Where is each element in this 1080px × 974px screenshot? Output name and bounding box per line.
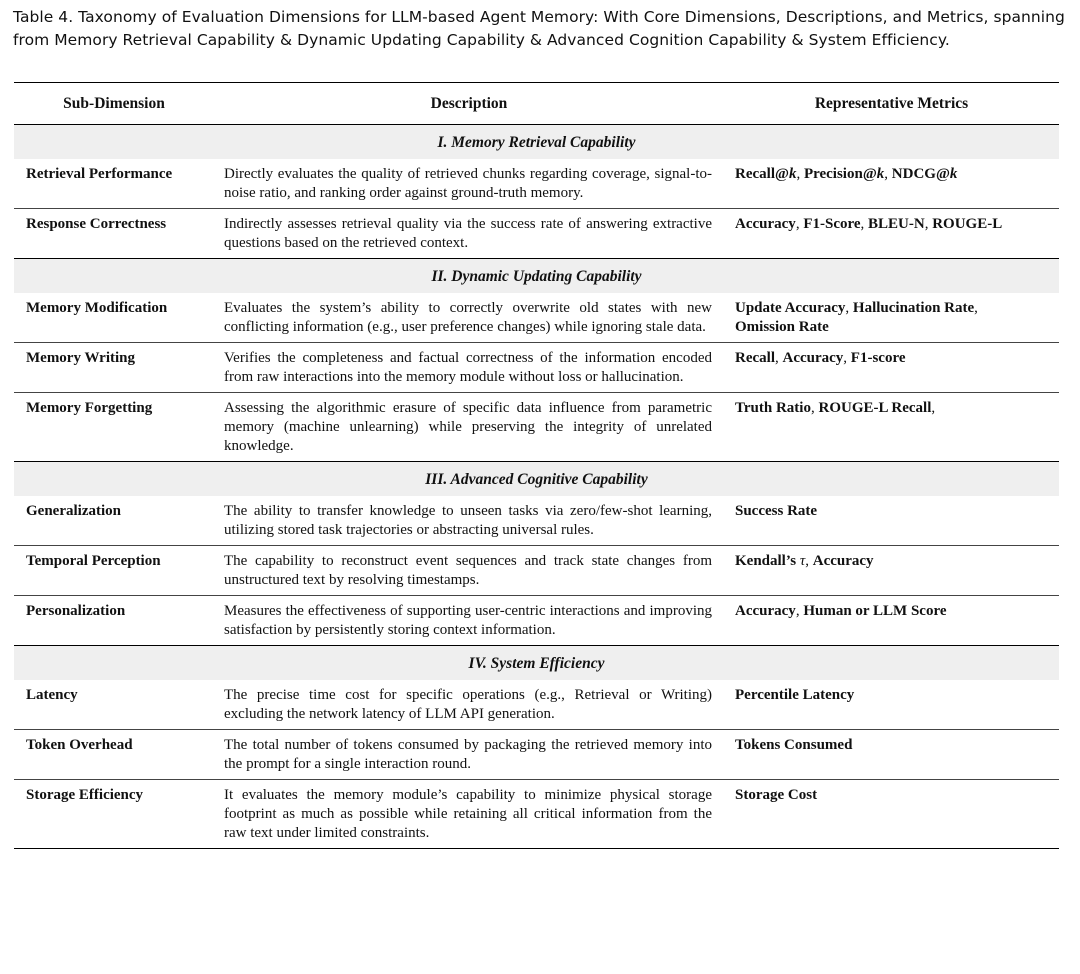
table-row xyxy=(14,209,1059,259)
table-row xyxy=(14,159,1059,209)
section-title: I. Memory Retrieval Capability xyxy=(14,125,1059,160)
metrics-cell xyxy=(724,159,1059,209)
description-cell: The ability to transfer knowledge to unseen tasks via zero/few-shot learning, utilizing stored task trajectories or abstracting universal rules. xyxy=(224,503,712,538)
header-metrics: Representative Metrics xyxy=(814,95,969,112)
sub-dimension-cell: Memory Writing xyxy=(26,350,136,366)
metrics-cell: Truth Ratio, ROUGE-L Recall, xyxy=(735,400,936,416)
description-cell: The total number of tokens consumed by packaging the retrieved memory into the prompt for a single interaction round. xyxy=(224,737,712,772)
section-header-cognitive xyxy=(14,462,1059,497)
metric-separator: , xyxy=(884,166,892,182)
description-cell: Directly evaluates the quality of retrieved chunks regarding coverage, signal-to-noise ratio, and ranking order against ground-truth memory. xyxy=(224,166,712,201)
description-cell: It evaluates the memory module’s capability to minimize physical storage footprint as much as possible while retaining all critical information from the raw text under limited constraints. xyxy=(224,787,712,841)
metric-variable: τ xyxy=(799,553,806,569)
table-row xyxy=(14,343,1059,393)
metric: Percentile Latency xyxy=(735,687,855,703)
metric: F1-Score xyxy=(803,216,861,232)
metric: Hallucination Rate xyxy=(852,300,975,316)
sub-dimension-cell: Personalization xyxy=(26,603,126,619)
sub-dimension-cell: Token Overhead xyxy=(26,737,133,753)
description-cell: The precise time cost for specific operations (e.g., Retrieval or Writing) excluding the network latency of LLM API generation. xyxy=(224,687,712,722)
section-header-efficiency xyxy=(14,646,1059,681)
section-header-retrieval xyxy=(14,125,1059,160)
metric-variable: k xyxy=(949,166,958,182)
metric: Precision@ xyxy=(803,166,877,182)
metric: ROUGE-L xyxy=(932,216,1003,232)
metric: Omission Rate xyxy=(735,319,829,335)
metric: ROUGE-L Recall xyxy=(818,400,932,416)
table-row xyxy=(14,293,1059,343)
metric: Accuracy xyxy=(735,216,796,232)
table-row xyxy=(14,730,1059,780)
metrics-cell xyxy=(724,496,1059,546)
sub-dimension-cell: Latency xyxy=(26,687,78,703)
metric: Update Accuracy xyxy=(735,300,846,316)
table-row xyxy=(14,546,1059,596)
metric: Truth Ratio xyxy=(735,400,811,416)
metric-separator: , xyxy=(796,166,804,182)
metrics-cell: Accuracy, Human or LLM Score xyxy=(735,603,947,619)
table-row xyxy=(14,496,1059,546)
table-header-row xyxy=(14,83,1059,125)
description-cell: Indirectly assesses retrieval quality via the success rate of answering extractive questions based on the retrieved context. xyxy=(224,216,712,251)
metric-variable: k xyxy=(788,166,797,182)
metric-variable: k xyxy=(876,166,885,182)
metrics-cell xyxy=(724,680,1059,730)
metric: Tokens Consumed xyxy=(735,737,853,753)
metric: BLEU-N xyxy=(868,216,925,232)
metric: Kendall’s xyxy=(735,553,800,569)
section-title: III. Advanced Cognitive Capability xyxy=(14,462,1059,497)
description-cell: The capability to reconstruct event sequences and track state changes from unstructured text by resolving timestamps. xyxy=(224,553,712,588)
description-cell: Evaluates the system’s ability to correctly overwrite old states with new conflicting information (e.g., user preference changes) while ignoring stale data. xyxy=(224,300,712,335)
metric: F1-score xyxy=(850,350,906,366)
sub-dimension-cell: Memory Modification xyxy=(26,300,168,316)
section-title: IV. System Efficiency xyxy=(14,646,1059,681)
sub-dimension-cell: Retrieval Performance xyxy=(26,166,173,182)
header-sub-dimension: Sub-Dimension xyxy=(63,95,165,112)
metrics-cell: Update Accuracy, Hallucination Rate, Omission Rate xyxy=(735,300,978,335)
sub-dimension-cell: Generalization xyxy=(26,503,121,519)
description-cell: Measures the effectiveness of supporting user-centric interactions and improving satisfaction by persistently storing context information. xyxy=(224,603,712,638)
table-row xyxy=(14,680,1059,730)
sub-dimension-cell: Response Correctness xyxy=(26,216,167,232)
metric: Storage Cost xyxy=(735,787,818,803)
metrics-cell xyxy=(724,730,1059,780)
table-row xyxy=(14,393,1059,462)
section-title: II. Dynamic Updating Capability xyxy=(14,259,1059,294)
metric: Human or LLM Score xyxy=(803,603,947,619)
sub-dimension-cell: Memory Forgetting xyxy=(26,400,153,416)
section-header-updating xyxy=(14,259,1059,294)
metric: NDCG@ xyxy=(891,166,950,182)
metric: Recall@ xyxy=(735,166,789,182)
table-caption: Table 4. Taxonomy of Evaluation Dimensions for LLM-based Agent Memory: With Core Dimensions, Descriptions, and Metrics, spanning from Memory Retrieval Capability & Dynamic Updating Capability & Advanced Cognition Capability & System Efficiency. xyxy=(13,8,1065,49)
description-cell: Assessing the algorithmic erasure of specific data influence from parametric memory (machine unlearning) while preserving the integrity of unrelated knowledge. xyxy=(224,400,712,454)
sub-dimension-cell: Storage Efficiency xyxy=(26,787,144,803)
metric: Success Rate xyxy=(735,503,818,519)
metrics-cell: Recall, Accuracy, F1-score xyxy=(735,350,906,366)
description-cell: Verifies the completeness and factual correctness of the information encoded from raw interactions into the memory module without loss or hallucination. xyxy=(224,350,712,385)
sub-dimension-cell: Temporal Perception xyxy=(26,553,161,569)
header-description: Description xyxy=(430,95,508,112)
metric: Recall xyxy=(735,350,775,366)
metric: Accuracy xyxy=(782,350,844,366)
metrics-cell xyxy=(724,780,1059,849)
table-row xyxy=(14,596,1059,646)
table-row xyxy=(14,780,1059,849)
metrics-cell: Kendall’s τ, Accuracy xyxy=(735,553,874,569)
metrics-cell: Accuracy, F1-Score, BLEU-N, ROUGE-L xyxy=(735,216,1003,232)
metric: Accuracy xyxy=(735,603,796,619)
metric: Accuracy xyxy=(812,553,874,569)
taxonomy-table xyxy=(14,82,1059,849)
